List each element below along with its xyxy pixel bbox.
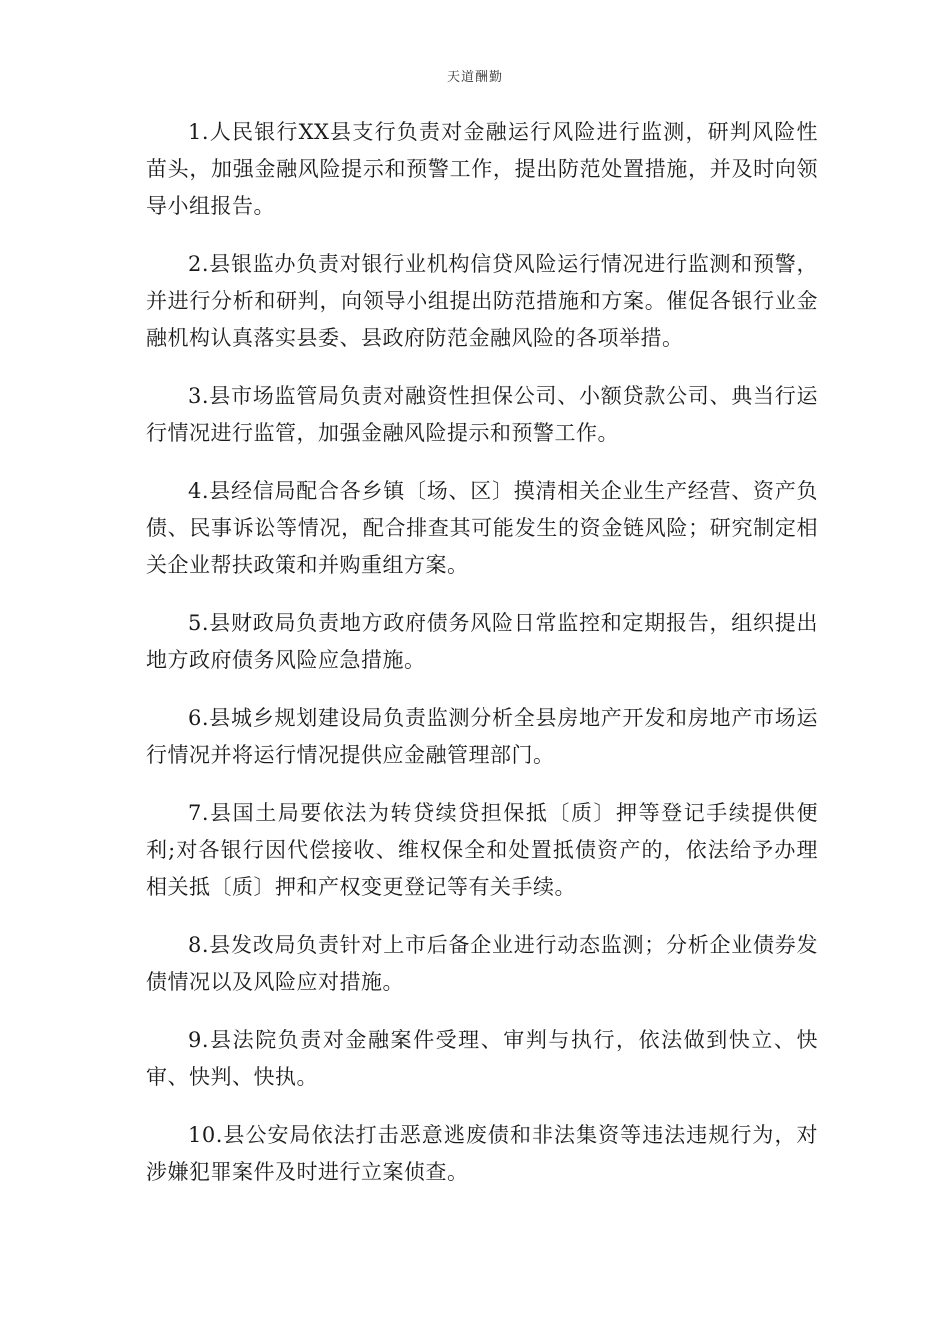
paragraph-9: 9.县法院负责对金融案件受理、审判与执行，依法做到快立、快审、快判、快执。 (146, 1028, 818, 1089)
paragraph-4: 4.县经信局配合各乡镇〔场、区〕摸清相关企业生产经营、资产负债、民事诉讼等情况，配合排查其可能发生的资金链风险；研究制定相关企业帮扶政策和并购重组方案。 (146, 479, 818, 577)
paragraph-3: 3.县市场监管局负责对融资性担保公司、小额贷款公司、典当行运行情况进行监管，加强金融风险提示和预警工作。 (146, 384, 818, 445)
paragraph-5: 5.县财政局负责地方政府债务风险日常监控和定期报告，组织提出地方政府债务风险应急措施。 (146, 611, 818, 672)
paragraph-1: 1.人民银行XX县支行负责对金融运行风险进行监测，研判风险性苗头，加强金融风险提示和预警工作，提出防范处置措施，并及时向领导小组报告。 (146, 120, 818, 218)
page-header: 天道酬勤 (446, 70, 503, 85)
paragraph-6: 6.县城乡规划建设局负责监测分析全县房地产开发和房地产市场运行情况并将运行情况提供应金融管理部门。 (146, 706, 818, 767)
paragraph-10: 10.县公安局依法打击恶意逃废债和非法集资等违法违规行为，对涉嫌犯罪案件及时进行立案侦查。 (146, 1123, 818, 1184)
paragraph-7: 7.县国土局要依法为转贷续贷担保抵〔质〕押等登记手续提供便利;对各银行因代偿接收、维权保全和处置抵债资产的，依法给予办理相关抵〔质〕押和产权变更登记等有关手续。 (146, 801, 818, 899)
paragraph-8: 8.县发改局负责针对上市后备企业进行动态监测；分析企业债券发债情况以及风险应对措施。 (146, 933, 818, 994)
paragraph-2: 2.县银监办负责对银行业机构信贷风险运行情况进行监测和预警，并进行分析和研判，向领导小组提出防范措施和方案。催促各银行业金融机构认真落实县委、县政府防范金融风险的各项举措。 (146, 252, 818, 350)
document-body (146, 114, 818, 1212)
